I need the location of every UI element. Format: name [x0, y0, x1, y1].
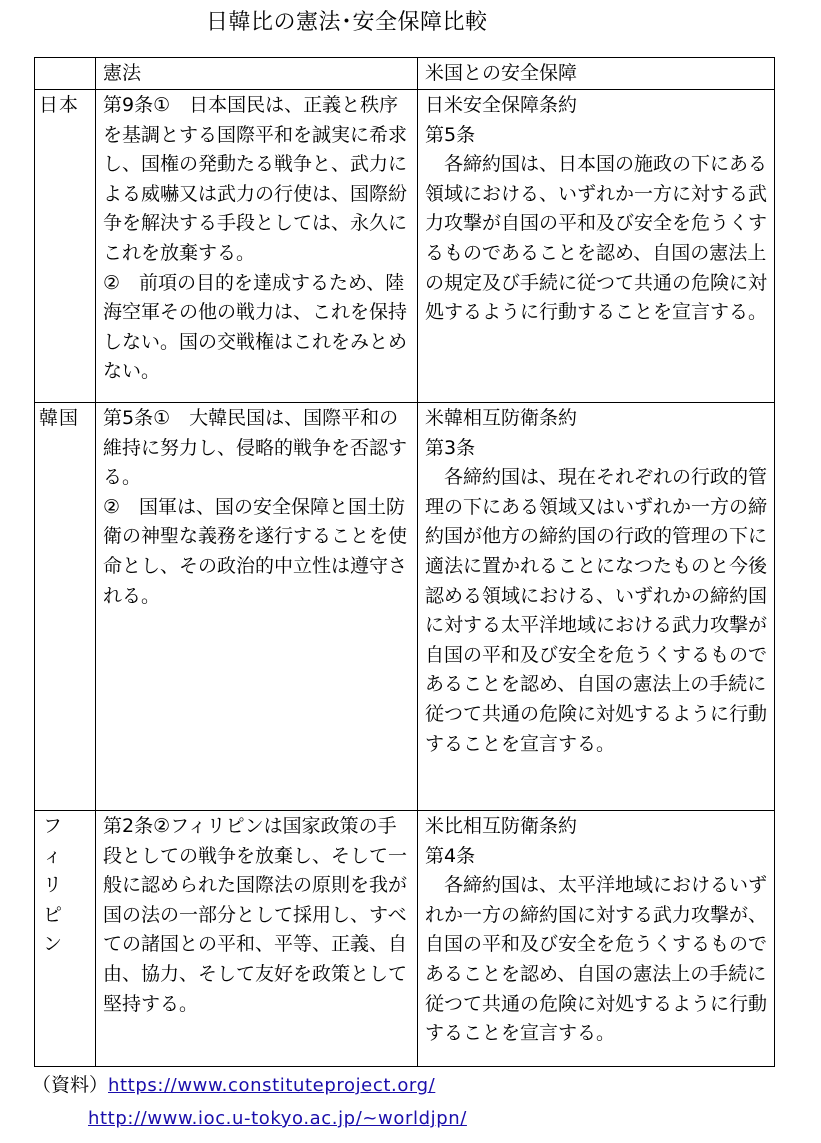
table-row-korea [35, 403, 775, 811]
comparison-table [34, 57, 775, 1067]
table-row-japan [35, 90, 775, 403]
source-label: （資料） [32, 1074, 109, 1096]
constitution-cell [96, 403, 418, 811]
constitution-cell [96, 811, 418, 1067]
security-cell [418, 90, 775, 403]
source-link-constitute[interactable]: https://www.constituteproject.org/ [108, 1075, 436, 1096]
security-text: 米比相互防衛条約 第4条 各締約国は、太平洋地域におけるいずれか一方の締約国に対する武力攻撃が、自国の平和及び安全を危うくするものであることを認め、自国の憲法上の手続に従つて共通の危険に対処するように行動することを宣言する。 [425, 815, 768, 1045]
country-cell: 日本 [35, 90, 96, 403]
constitution-text: 第9条① 日本国民は、正義と秩序を基調とする国際平和を誠実に希求し、国権の発動たる戦争と、武力による威嚇又は武力の行使は、国際紛争を解決する手段としては、永久にこれを放棄する。 ② 前項の目的を達成するため、陸海空軍その他の戦力は、これを保持しない。国の交戦権はこれをみとめない。 [103, 94, 408, 383]
security-cell [418, 403, 775, 811]
security-cell [418, 811, 775, 1067]
country-cell: フィリピン [35, 811, 96, 1067]
header-us-security: 米国との安全保障 [418, 58, 775, 90]
constitution-text: 第2条②フィリピンは国家政策の手段としての戦争を放棄し、そして一般に認められた国際法の原則を我が国の法の一部分として採用し、すべての諸国との平和、平等、正義、自由、協力、そして友好を政策として堅持する。 [103, 815, 408, 1015]
constitution-cell [96, 90, 418, 403]
constitution-text: 第5条① 大韓民国は、国際平和の維持に努力し、侵略的戦争を否認する。 ② 国軍は、国の安全保障と国土防衛の神聖な義務を遂行することを使命とし、その政治的中立性は遵守される。 [103, 407, 408, 607]
source-link-worldjpn[interactable]: http://www.ioc.u-tokyo.ac.jp/~worldjpn/ [88, 1108, 467, 1129]
header-blank-cell [35, 58, 96, 90]
page-title: 日韓比の憲法･安全保障比較 [206, 10, 488, 35]
country-cell: 韓国 [35, 403, 96, 811]
table-row-philippines [35, 811, 775, 1067]
security-text: 日米安全保障条約 第5条 各締約国は、日本国の施政の下にある領域における、いずれか一方に対する武力攻撃が自国の平和及び安全を危うくするものであることを認め、自国の憲法上の規定及び手続に従つて共通の危険に対処するように行動することを宣言する。 [425, 94, 768, 324]
header-constitution: 憲法 [96, 58, 418, 90]
security-text: 米韓相互防衛条約 第3条 各締約国は、現在それぞれの行政的管理の下にある領域又はいずれか一方の締約国が他方の締約国の行政的管理の下に適法に置かれることになつたものと今後認める領域における、いずれかの締約国に対する太平洋地域における武力攻撃が自国の平和及び安全を危うくするものであることを認め、自国の憲法上の手続に従つて共通の危険に対処するように行動することを宣言する。 [425, 407, 768, 755]
source-note [32, 1068, 467, 1129]
table-header-row [35, 58, 775, 90]
